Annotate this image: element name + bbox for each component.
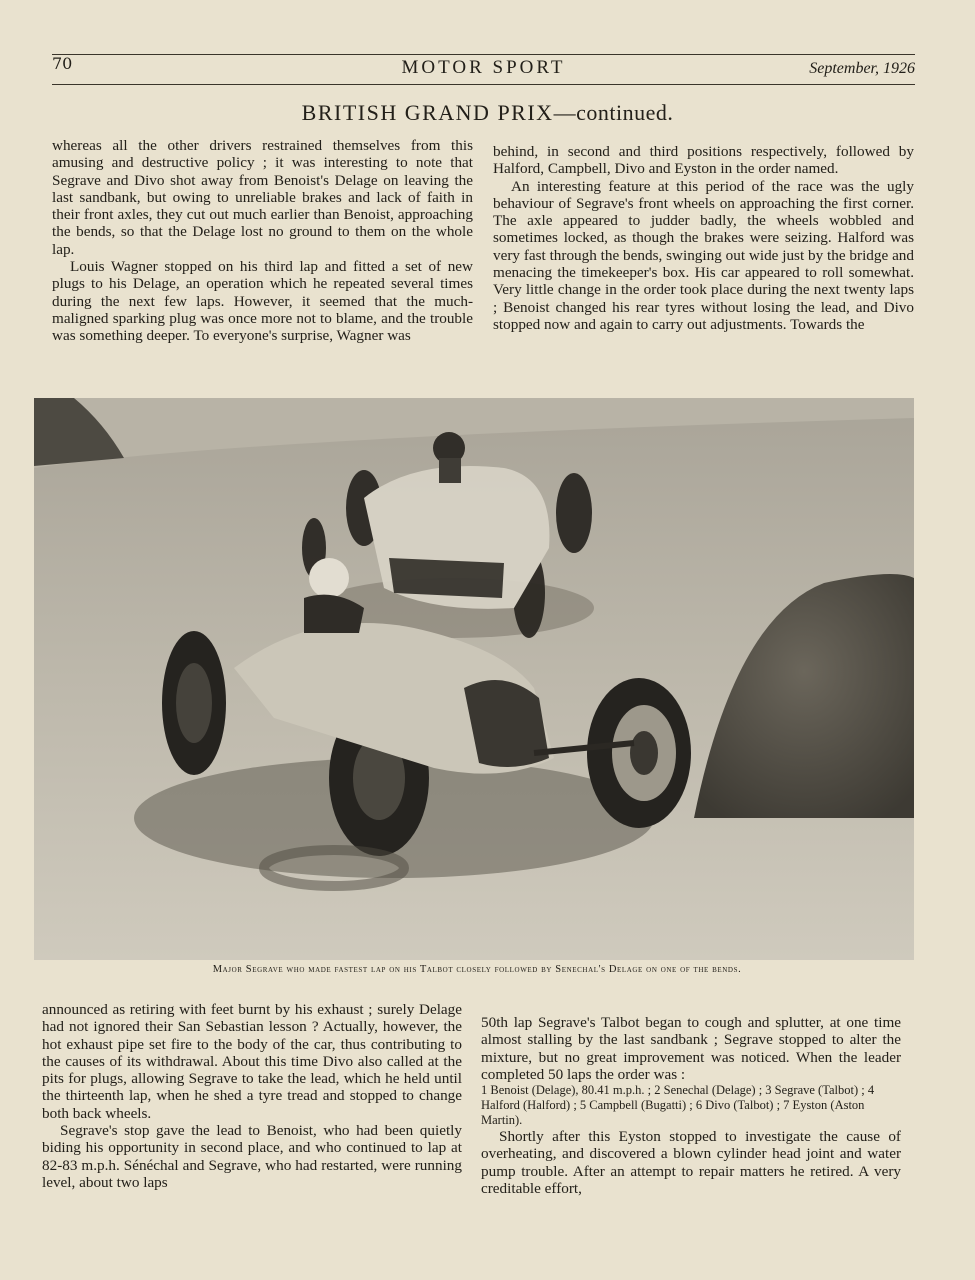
running-header <box>52 54 915 86</box>
paragraph: Segrave's stop gave the lead to Benoist, who had been quietly biding his opportunity in second place, and who continued to lap at 82-83 m.p.h. Sénéchal and Segrave, who had restarted, were running level, about two laps <box>42 1122 462 1191</box>
column-bottom-right <box>481 1014 901 1197</box>
column-top-right <box>493 143 914 333</box>
race-photograph <box>34 398 914 960</box>
paragraph: Shortly after this Eyston stopped to investigate the cause of overheating, and discovered a blown cylinder head joint and water pump trouble. After an attempt to repair matters he retired. A very creditable effort, <box>481 1128 901 1198</box>
photo-caption: Major Segrave who made fastest lap on his Talbot closely followed by Senechal's Delage on one of the bends. <box>212 964 742 975</box>
photo-illustration <box>34 398 914 960</box>
paragraph: 50th lap Segrave's Talbot began to cough and splutter, at one time almost stalling by the last sandbank ; Segrave stopped to alter the mixture, but no great improvement was noticed. When the leader completed 50 laps the order was : <box>481 1014 901 1083</box>
article-title <box>0 100 975 126</box>
magazine-title: MOTOR SPORT <box>401 57 566 78</box>
article-title-main: BRITISH GRAND PRIX <box>301 100 554 125</box>
paragraph: behind, in second and third positions respectively, followed by Halford, Campbell, Divo and Eyston in the order named. <box>493 143 914 178</box>
paragraph: whereas all the other drivers restrained themselves from this amusing and destructive policy ; it was interesting to note that Segrave and Divo shot away from Benoist's Delage on leaving the last sandbank, but owing to unreliable brakes and lack of faith in their front axles, they cut out much earlier than Benoist, approaching the bends, so that the Delage lost no ground to them on the whole lap. <box>52 137 473 258</box>
issue-date: September, 1926 <box>809 60 915 77</box>
header-rule-top <box>52 54 915 55</box>
paragraph: announced as retiring with feet burnt by his exhaust ; surely Delage had not ignored their San Sebastian lesson ? Actually, however, the hot exhaust pipe set fire to the body of the car, thus contributing to the causes of its withdrawal. About this time Divo also called at the pits for plugs, allowing Segrave to take the lead, which he held until the thirteenth lap, when he shed a tyre tread and stopped to change both back wheels. <box>42 1001 462 1122</box>
header-rule-bottom <box>52 84 915 85</box>
race-order-results: 1 Benoist (Delage), 80.41 m.p.h. ; 2 Senechal (Delage) ; 3 Segrave (Talbot) ; 4 Halford (Halford) ; 5 Campbell (Bugatti) ; 6 Divo (Talbot) ; 7 Eyston (Aston Martin). <box>481 1083 875 1128</box>
paragraph: An interesting feature at this period of the race was the ugly behaviour of Segrave's front wheels on approaching the first corner. The axle appeared to judder badly, the wheels wobbled and sometimes locked, as though the brakes were seizing. Halford was very fast through the bends, swinging out wide just by the bridge and menacing the timekeeper's box. His car appeared to roll somewhat. Very little change in the order took place during the next twenty laps ; Benoist changed his rear tyres without losing the lead, and Divo stopped now and again to carry out adjustments. Towards the <box>493 177 914 333</box>
paragraph: Louis Wagner stopped on his third lap and fitted a set of new plugs to his Delage, an operation which he repeated several times during the next few laps. However, it seemed that the much-maligned sparking plug was once more not to blame, and the trouble was something deeper. To everyone's surprise, Wagner was <box>52 258 473 345</box>
article-title-continued: —continued. <box>553 100 674 125</box>
column-top-left <box>52 137 473 345</box>
page-number: 70 <box>52 54 73 73</box>
column-bottom-left <box>42 1001 462 1191</box>
